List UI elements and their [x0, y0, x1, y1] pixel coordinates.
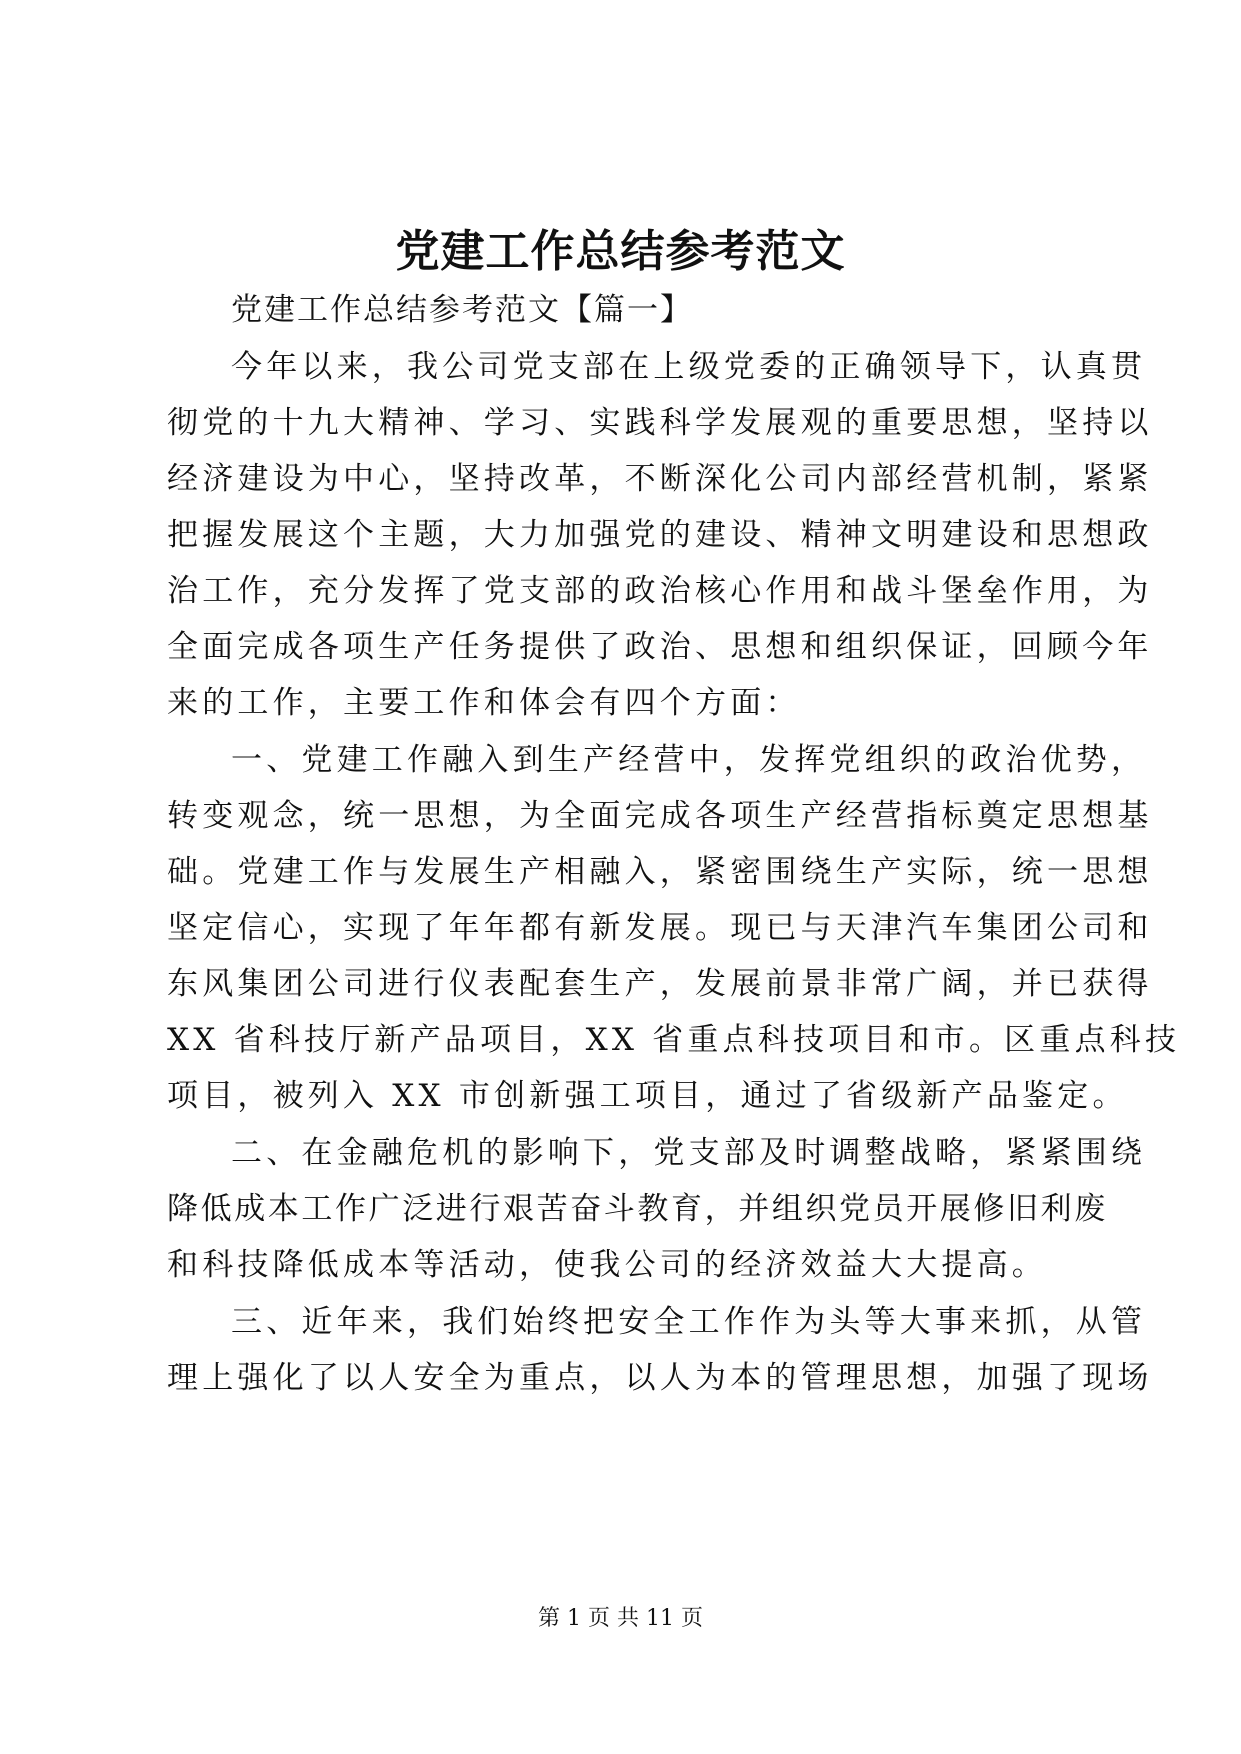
body-line: XX 省科技厅新产品项目，XX 省重点科技项目和市。区重点科技 [167, 1022, 1181, 1058]
body-line: 一、党建工作融入到生产经营中，发挥党组织的政治优势， [231, 742, 1147, 778]
body-line: 东风集团公司进行仪表配套生产，发展前景非常广阔，并已获得 [167, 966, 1153, 1002]
body-line: 彻党的十九大精神、学习、实践科学发展观的重要思想，坚持以 [167, 405, 1153, 441]
body-line: 来的工作，主要工作和体会有四个方面： [167, 685, 801, 721]
body-line: 治工作，充分发挥了党支部的政治核心作用和战斗堡垒作用，为 [167, 573, 1153, 609]
body-line: 转变观念，统一思想，为全面完成各项生产经营指标奠定思想基 [167, 798, 1153, 834]
document-subtitle: 党建工作总结参考范文【篇一】 [231, 292, 693, 328]
body-line: 把握发展这个主题，大力加强党的建设、精神文明建设和思想政 [167, 517, 1153, 553]
body-line: 全面完成各项生产任务提供了政治、思想和组织保证，回顾今年 [167, 629, 1153, 665]
body-line: 理上强化了以人安全为重点，以人为本的管理思想，加强了现场 [167, 1360, 1153, 1396]
page-number: 第 1 页 共 11 页 [538, 1606, 703, 1631]
body-line: 和科技降低成本等活动，使我公司的经济效益大大提高。 [167, 1247, 1047, 1283]
document-title: 党建工作总结参考范文 [395, 226, 846, 277]
body-line: 降低成本工作广泛进行艰苦奋斗教育，并组织党员开展修旧利废 [167, 1191, 1108, 1227]
body-line: 今年以来，我公司党支部在上级党委的正确领导下，认真贯 [231, 349, 1147, 385]
body-line: 坚定信心，实现了年年都有新发展。现已与天津汽车集团公司和 [167, 910, 1153, 946]
body-line: 项目，被列入 XX 市创新强工项目，通过了省级新产品鉴定。 [167, 1078, 1128, 1114]
body-line: 础。党建工作与发展生产相融入，紧密围绕生产实际，统一思想 [167, 854, 1153, 890]
body-line: 三、近年来，我们始终把安全工作作为头等大事来抓，从管 [231, 1304, 1147, 1340]
body-line: 经济建设为中心，坚持改革，不断深化公司内部经营机制，紧紧 [167, 461, 1153, 497]
body-line: 二、在金融危机的影响下，党支部及时调整战略，紧紧围绕 [231, 1135, 1147, 1171]
